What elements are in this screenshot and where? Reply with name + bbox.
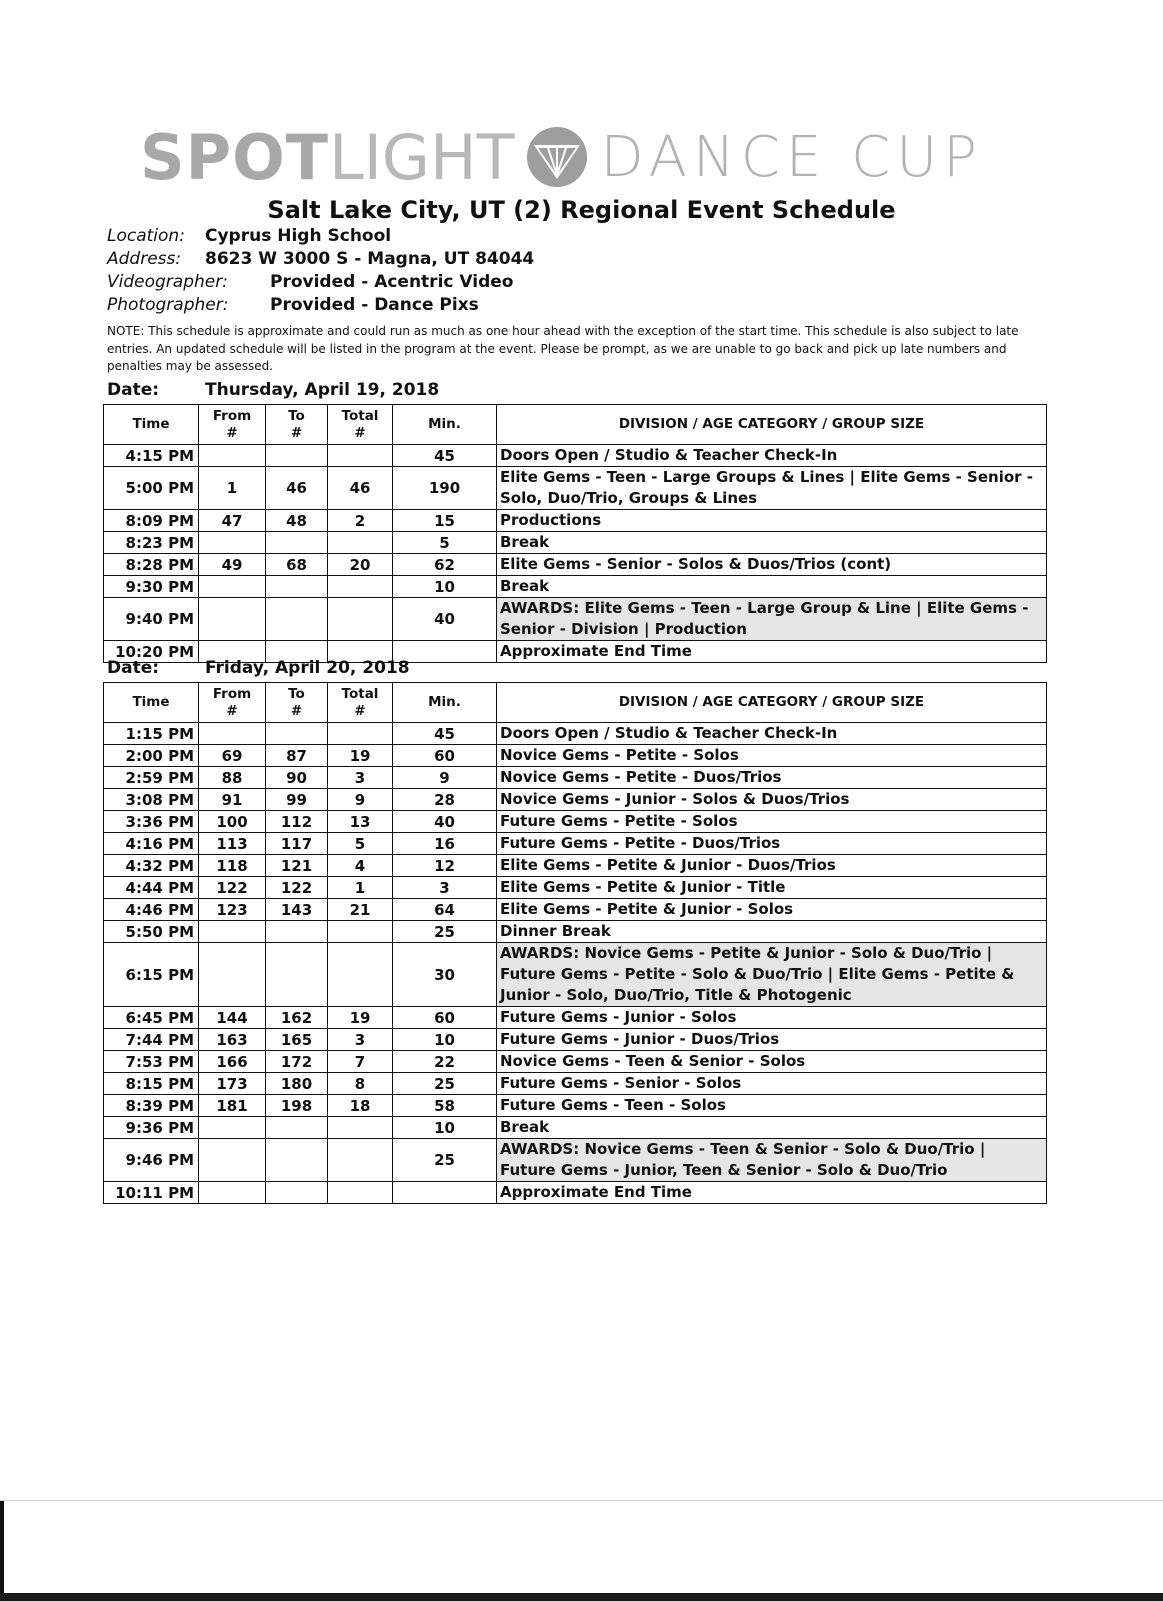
- cell-division: Break: [497, 532, 1047, 554]
- table-row: [104, 1117, 1047, 1139]
- cell-min: 3: [393, 877, 497, 899]
- col-from-label: From: [212, 407, 252, 424]
- table-header-row: [104, 405, 1047, 445]
- cell-min: 40: [393, 598, 497, 641]
- cell-min: 40: [393, 811, 497, 833]
- cell-division: Elite Gems - Teen - Large Groups & Lines | Elite Gems - Senior - Solo, Duo/Trio, Groups & Lines: [497, 467, 1047, 510]
- cell-min: 190: [393, 467, 497, 510]
- day-2-date-label: Date:: [107, 658, 160, 678]
- cell-total: 9: [328, 789, 393, 811]
- schedule-note: NOTE: This schedule is approximate and could run as much as one hour ahead with the exception of the start time. This schedule is also subject to late entries. An updated schedule will be listed in the program at the event. Please be prompt, as we are unable to go back and pick up late numbers and penalties may be assessed.: [107, 324, 1019, 373]
- cell-to: 121: [266, 855, 328, 877]
- day-1-date-line: [107, 380, 440, 400]
- photographer-value: Provided - Dance Pixs: [270, 295, 479, 315]
- cell-min: 45: [393, 723, 497, 745]
- table-row: [104, 1095, 1047, 1117]
- table-row: [104, 767, 1047, 789]
- cell-time: 8:39 PM: [104, 1095, 199, 1117]
- table-row: [104, 1073, 1047, 1095]
- cell-min: 60: [393, 745, 497, 767]
- table-row: [104, 833, 1047, 855]
- table-row: [104, 598, 1047, 641]
- cell-time: 7:53 PM: [104, 1051, 199, 1073]
- table-row: [104, 1029, 1047, 1051]
- cell-total: 18: [328, 1095, 393, 1117]
- col-from-header: [199, 405, 266, 445]
- cell-from: 144: [199, 1007, 266, 1029]
- location-value: Cyprus High School: [205, 226, 392, 246]
- table-row: [104, 855, 1047, 877]
- cell-total: 5: [328, 833, 393, 855]
- col-time-header: Time: [104, 683, 199, 723]
- scan-left-edge: [0, 1501, 4, 1601]
- cell-division: Break: [497, 1117, 1047, 1139]
- cell-total: [328, 1117, 393, 1139]
- cell-total: 3: [328, 1029, 393, 1051]
- col-division-header: DIVISION / AGE CATEGORY / GROUP SIZE: [497, 683, 1047, 723]
- cell-time: 8:23 PM: [104, 532, 199, 554]
- cell-min: 12: [393, 855, 497, 877]
- table-row: [104, 877, 1047, 899]
- col-to-header: [266, 405, 328, 445]
- cell-total: [328, 1139, 393, 1182]
- cell-to: 68: [266, 554, 328, 576]
- cell-time: 8:28 PM: [104, 554, 199, 576]
- cell-division: Future Gems - Senior - Solos: [497, 1073, 1047, 1095]
- cell-time: 4:44 PM: [104, 877, 199, 899]
- cell-to: [266, 598, 328, 641]
- cell-from: 113: [199, 833, 266, 855]
- col-total-hash: #: [354, 424, 366, 441]
- cell-from: 163: [199, 1029, 266, 1051]
- address-line: [107, 249, 534, 269]
- col-time-header: Time: [104, 405, 199, 445]
- table-row: [104, 576, 1047, 598]
- table-row: [104, 510, 1047, 532]
- cell-from: [199, 532, 266, 554]
- cell-to: 172: [266, 1051, 328, 1073]
- col-to-hash: #: [290, 702, 303, 719]
- cell-from: 181: [199, 1095, 266, 1117]
- scan-bottom-edge: [0, 1500, 1163, 1601]
- col-from-header: [199, 683, 266, 723]
- cell-division: Dinner Break: [497, 921, 1047, 943]
- cell-time: 10:11 PM: [104, 1182, 199, 1204]
- day-2-schedule-table: [103, 682, 1047, 1204]
- cell-time: 4:16 PM: [104, 833, 199, 855]
- cell-division: Doors Open / Studio & Teacher Check-In: [497, 445, 1047, 467]
- table-row: [104, 1051, 1047, 1073]
- cell-from: 88: [199, 767, 266, 789]
- videographer-line: [107, 272, 513, 292]
- cell-to: 46: [266, 467, 328, 510]
- cell-total: 4: [328, 855, 393, 877]
- cell-to: [266, 1182, 328, 1204]
- cell-time: 4:46 PM: [104, 899, 199, 921]
- table-row: [104, 554, 1047, 576]
- table-row: [104, 532, 1047, 554]
- cell-min: 28: [393, 789, 497, 811]
- cell-to: 90: [266, 767, 328, 789]
- cell-from: [199, 723, 266, 745]
- table-row: [104, 943, 1047, 1007]
- cell-time: 4:15 PM: [104, 445, 199, 467]
- table-row: [104, 445, 1047, 467]
- col-total-label: Total: [341, 685, 379, 702]
- cell-from: [199, 943, 266, 1007]
- col-total-header: [328, 683, 393, 723]
- cell-time: 1:15 PM: [104, 723, 199, 745]
- cell-time: 3:36 PM: [104, 811, 199, 833]
- cell-time: 5:50 PM: [104, 921, 199, 943]
- cell-to: 165: [266, 1029, 328, 1051]
- cell-division: Novice Gems - Junior - Solos & Duos/Trios: [497, 789, 1047, 811]
- cell-time: 10:20 PM: [104, 641, 199, 663]
- cell-to: [266, 532, 328, 554]
- cell-min: 10: [393, 1117, 497, 1139]
- cell-min: 10: [393, 1029, 497, 1051]
- cell-total: 21: [328, 899, 393, 921]
- cell-division: Elite Gems - Petite & Junior - Solos: [497, 899, 1047, 921]
- cell-time: 8:09 PM: [104, 510, 199, 532]
- cell-min: 58: [393, 1095, 497, 1117]
- col-from-label: From: [212, 685, 252, 702]
- cell-division: Future Gems - Junior - Solos: [497, 1007, 1047, 1029]
- cell-from: 173: [199, 1073, 266, 1095]
- cell-total: [328, 943, 393, 1007]
- cell-min: 5: [393, 532, 497, 554]
- cell-to: 87: [266, 745, 328, 767]
- cell-to: 48: [266, 510, 328, 532]
- cell-min: 25: [393, 1139, 497, 1182]
- logo-light-text: LIGHT: [329, 120, 515, 194]
- cell-from: [199, 598, 266, 641]
- table-row: [104, 921, 1047, 943]
- cell-to: [266, 576, 328, 598]
- cell-min: 22: [393, 1051, 497, 1073]
- cell-division: Elite Gems - Petite & Junior - Title: [497, 877, 1047, 899]
- videographer-label: Videographer:: [107, 272, 228, 292]
- cell-division: AWARDS: Novice Gems - Teen & Senior - Solo & Duo/Trio | Future Gems - Junior, Teen & Senior - Solo & Duo/Trio: [497, 1139, 1047, 1182]
- day-1-date: Thursday, April 19, 2018: [205, 380, 440, 400]
- cell-from: 123: [199, 899, 266, 921]
- cell-division: Future Gems - Junior - Duos/Trios: [497, 1029, 1047, 1051]
- photographer-label: Photographer:: [107, 295, 229, 315]
- cell-from: 1: [199, 467, 266, 510]
- cell-total: 3: [328, 767, 393, 789]
- logo-spot-text: SPOT: [140, 120, 330, 194]
- cell-time: 3:08 PM: [104, 789, 199, 811]
- cell-min: 45: [393, 445, 497, 467]
- col-total-label: Total: [341, 407, 379, 424]
- cell-time: 9:30 PM: [104, 576, 199, 598]
- cell-to: 162: [266, 1007, 328, 1029]
- cell-min: 10: [393, 576, 497, 598]
- col-to-header: [266, 683, 328, 723]
- cell-total: [328, 532, 393, 554]
- location-label: Location:: [107, 226, 185, 246]
- cell-total: [328, 723, 393, 745]
- cell-time: 8:15 PM: [104, 1073, 199, 1095]
- cell-time: 6:15 PM: [104, 943, 199, 1007]
- cell-total: [328, 598, 393, 641]
- cell-time: 5:00 PM: [104, 467, 199, 510]
- cell-to: [266, 445, 328, 467]
- cell-total: 2: [328, 510, 393, 532]
- cell-total: [328, 576, 393, 598]
- photographer-line: [107, 295, 479, 315]
- day-1-schedule-table: [103, 404, 1047, 663]
- cell-min: 60: [393, 1007, 497, 1029]
- cell-min: 16: [393, 833, 497, 855]
- cell-from: [199, 1117, 266, 1139]
- col-to-hash: #: [290, 424, 303, 441]
- cell-division: Productions: [497, 510, 1047, 532]
- cell-from: 166: [199, 1051, 266, 1073]
- address-label: Address:: [107, 249, 182, 269]
- cell-from: [199, 445, 266, 467]
- col-min-header: Min.: [393, 683, 497, 723]
- cell-to: [266, 1117, 328, 1139]
- table-row: [104, 723, 1047, 745]
- cell-division: Doors Open / Studio & Teacher Check-In: [497, 723, 1047, 745]
- cell-total: 46: [328, 467, 393, 510]
- cell-total: 19: [328, 1007, 393, 1029]
- videographer-value: Provided - Acentric Video: [270, 272, 514, 292]
- cell-time: 6:45 PM: [104, 1007, 199, 1029]
- col-division-header: DIVISION / AGE CATEGORY / GROUP SIZE: [497, 405, 1047, 445]
- col-to-label: To: [288, 685, 305, 702]
- cell-from: 122: [199, 877, 266, 899]
- cell-division: Elite Gems - Petite & Junior - Duos/Trios: [497, 855, 1047, 877]
- logo-dance-cup-text: DANCE CUP: [600, 124, 983, 190]
- cell-from: 69: [199, 745, 266, 767]
- cell-to: 99: [266, 789, 328, 811]
- col-total-hash: #: [354, 702, 366, 719]
- table-row: [104, 1139, 1047, 1182]
- cell-division: AWARDS: Novice Gems - Petite & Junior - Solo & Duo/Trio | Future Gems - Petite - Solo & Duo/Trio | Elite Gems - Petite & Junior - Solo, Duo/Trio, Title & Photogenic: [497, 943, 1047, 1007]
- table-row: [104, 899, 1047, 921]
- cell-min: 15: [393, 510, 497, 532]
- day-1-date-label: Date:: [107, 380, 160, 400]
- day-2-date: Friday, April 20, 2018: [205, 658, 410, 678]
- cell-division: Approximate End Time: [497, 1182, 1047, 1204]
- cell-to: [266, 723, 328, 745]
- cell-total: [328, 445, 393, 467]
- cell-total: 13: [328, 811, 393, 833]
- day-2-date-line: [107, 658, 410, 678]
- cell-division: Future Gems - Petite - Solos: [497, 811, 1047, 833]
- spotlight-dance-cup-logo: [140, 122, 1040, 192]
- cell-total: [328, 1182, 393, 1204]
- cell-min: 64: [393, 899, 497, 921]
- cell-to: [266, 943, 328, 1007]
- cell-division: Approximate End Time: [497, 641, 1047, 663]
- col-min-header: Min.: [393, 405, 497, 445]
- table-row: [104, 745, 1047, 767]
- col-from-hash: #: [226, 702, 238, 719]
- cell-to: 117: [266, 833, 328, 855]
- table-row: [104, 811, 1047, 833]
- cell-from: 47: [199, 510, 266, 532]
- table-row: [104, 789, 1047, 811]
- cell-from: [199, 1139, 266, 1182]
- cell-min: 9: [393, 767, 497, 789]
- cell-from: [199, 1182, 266, 1204]
- cell-from: 91: [199, 789, 266, 811]
- col-to-label: To: [288, 407, 305, 424]
- cell-time: 7:44 PM: [104, 1029, 199, 1051]
- cell-to: 112: [266, 811, 328, 833]
- cell-min: 62: [393, 554, 497, 576]
- cell-to: 143: [266, 899, 328, 921]
- page-title: Salt Lake City, UT (2) Regional Event Schedule: [267, 196, 896, 224]
- cell-time: 2:00 PM: [104, 745, 199, 767]
- diamond-gem-icon: [520, 125, 594, 189]
- cell-to: 198: [266, 1095, 328, 1117]
- cell-to: [266, 921, 328, 943]
- col-total-header: [328, 405, 393, 445]
- table-row: [104, 1182, 1047, 1204]
- cell-total: 20: [328, 554, 393, 576]
- cell-division: Elite Gems - Senior - Solos & Duos/Trios (cont): [497, 554, 1047, 576]
- col-from-hash: #: [226, 424, 238, 441]
- cell-to: 122: [266, 877, 328, 899]
- cell-to: 180: [266, 1073, 328, 1095]
- cell-division: Break: [497, 576, 1047, 598]
- cell-from: [199, 921, 266, 943]
- table-row: [104, 1007, 1047, 1029]
- cell-total: 7: [328, 1051, 393, 1073]
- cell-from: 100: [199, 811, 266, 833]
- address-value: 8623 W 3000 S - Magna, UT 84044: [205, 249, 535, 269]
- cell-division: Novice Gems - Petite - Duos/Trios: [497, 767, 1047, 789]
- table-row: [104, 467, 1047, 510]
- cell-division: Novice Gems - Petite - Solos: [497, 745, 1047, 767]
- cell-min: 25: [393, 1073, 497, 1095]
- cell-min: 30: [393, 943, 497, 1007]
- cell-time: 9:40 PM: [104, 598, 199, 641]
- cell-time: 4:32 PM: [104, 855, 199, 877]
- cell-time: 2:59 PM: [104, 767, 199, 789]
- cell-time: 9:36 PM: [104, 1117, 199, 1139]
- cell-division: Future Gems - Teen - Solos: [497, 1095, 1047, 1117]
- cell-division: Future Gems - Petite - Duos/Trios: [497, 833, 1047, 855]
- cell-division: AWARDS: Elite Gems - Teen - Large Group & Line | Elite Gems - Senior - Division | Production: [497, 598, 1047, 641]
- table-header-row: [104, 683, 1047, 723]
- cell-from: 118: [199, 855, 266, 877]
- cell-from: [199, 576, 266, 598]
- cell-min: 25: [393, 921, 497, 943]
- cell-total: 19: [328, 745, 393, 767]
- cell-min: [393, 1182, 497, 1204]
- cell-division: Novice Gems - Teen & Senior - Solos: [497, 1051, 1047, 1073]
- cell-total: 8: [328, 1073, 393, 1095]
- cell-to: [266, 1139, 328, 1182]
- location-line: [107, 226, 391, 246]
- cell-time: 9:46 PM: [104, 1139, 199, 1182]
- cell-total: 1: [328, 877, 393, 899]
- cell-from: 49: [199, 554, 266, 576]
- cell-total: [328, 921, 393, 943]
